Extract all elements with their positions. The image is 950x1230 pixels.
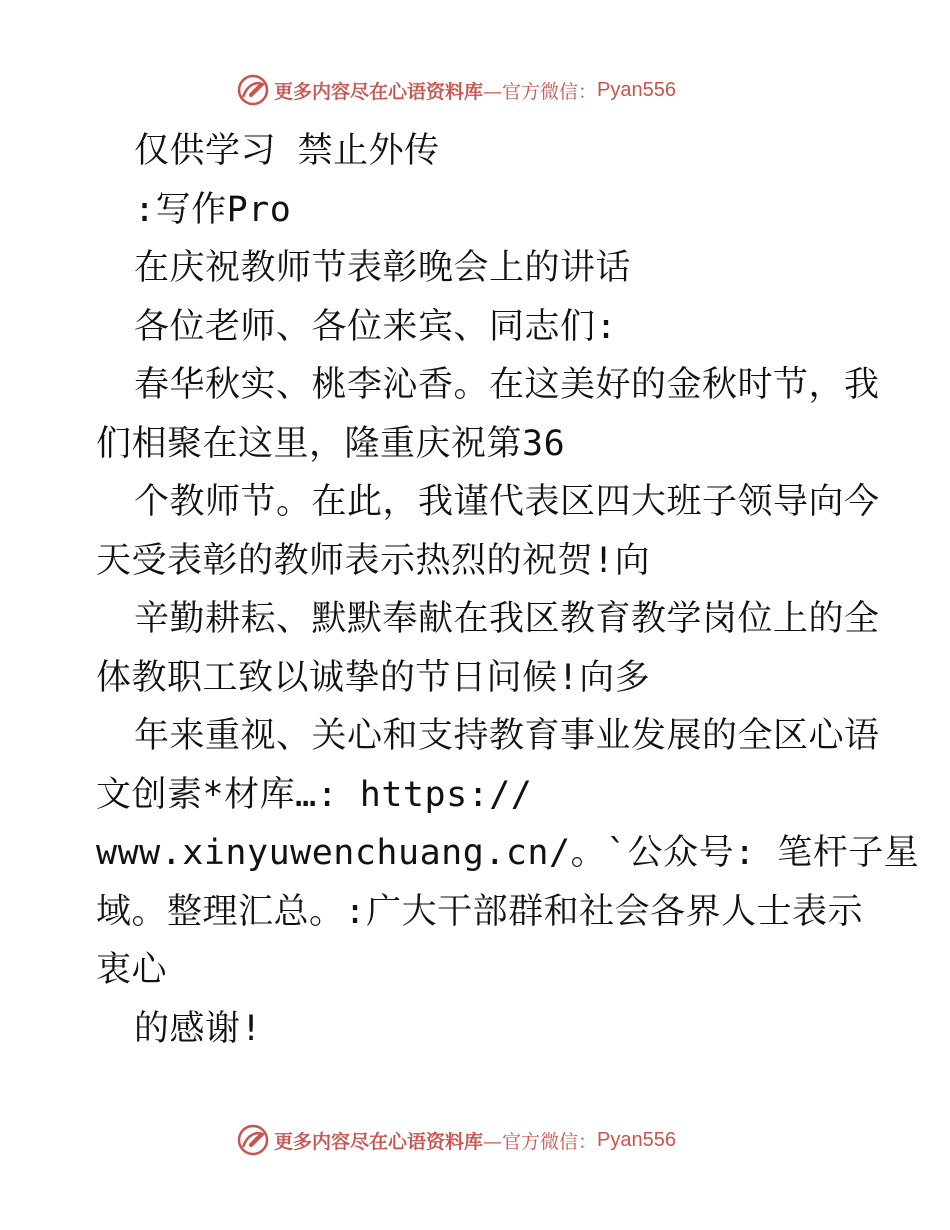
salutation: 各位老师、各位来宾、同志们: bbox=[134, 306, 618, 347]
text-line: 衷心 bbox=[96, 950, 168, 990]
pen-logo-icon bbox=[236, 1123, 270, 1157]
pen-logo-icon bbox=[236, 73, 270, 107]
text-line: 们相聚在这里，隆重庆祝第36 bbox=[96, 423, 566, 464]
footer-subtitle: —官方微信： bbox=[483, 1130, 598, 1153]
text-line: 的感谢! bbox=[134, 1008, 263, 1049]
header-wechat-id: Pyan556 bbox=[597, 78, 676, 101]
text-line: :写作Pro bbox=[134, 189, 292, 230]
text-line: 天受表彰的教师表示热烈的祝贺!向 bbox=[96, 540, 651, 581]
document-body bbox=[96, 122, 920, 1058]
text-line: 辛勤耕耘、默默奉献在我区教育教学岗位上的全 bbox=[134, 599, 880, 639]
header-subtitle: —官方微信： bbox=[483, 80, 598, 103]
footer-title: 更多内容尽在心语资料库 bbox=[274, 1130, 484, 1153]
text-line: 春华秋实、桃李沁香。在这美好的金秋时节，我 bbox=[134, 365, 880, 405]
text-line: 域。整理汇总。:广大干部群和社会各界人士表示 bbox=[96, 891, 864, 932]
text-line: 体教职工致以诚挚的节日问候!向多 bbox=[96, 657, 651, 698]
header-banner bbox=[236, 72, 676, 108]
text-line: www.xinyuwenchuang.cn/。`公众号: 笔杆子星 bbox=[96, 833, 920, 873]
footer-wechat-id: Pyan556 bbox=[597, 1128, 676, 1151]
text-line: 个教师节。在此，我谨代表区四大班子领导向今 bbox=[134, 482, 880, 522]
speech-title: 在庆祝教师节表彰晚会上的讲话 bbox=[134, 248, 632, 288]
text-line: 文创素*材库…: https:// bbox=[96, 774, 533, 815]
text-line: 仅供学习 禁止外传 bbox=[134, 131, 440, 171]
header-title: 更多内容尽在心语资料库 bbox=[274, 80, 484, 103]
footer-banner bbox=[236, 1122, 676, 1158]
text-line: 年来重视、关心和支持教育事业发展的全区心语 bbox=[134, 716, 880, 756]
